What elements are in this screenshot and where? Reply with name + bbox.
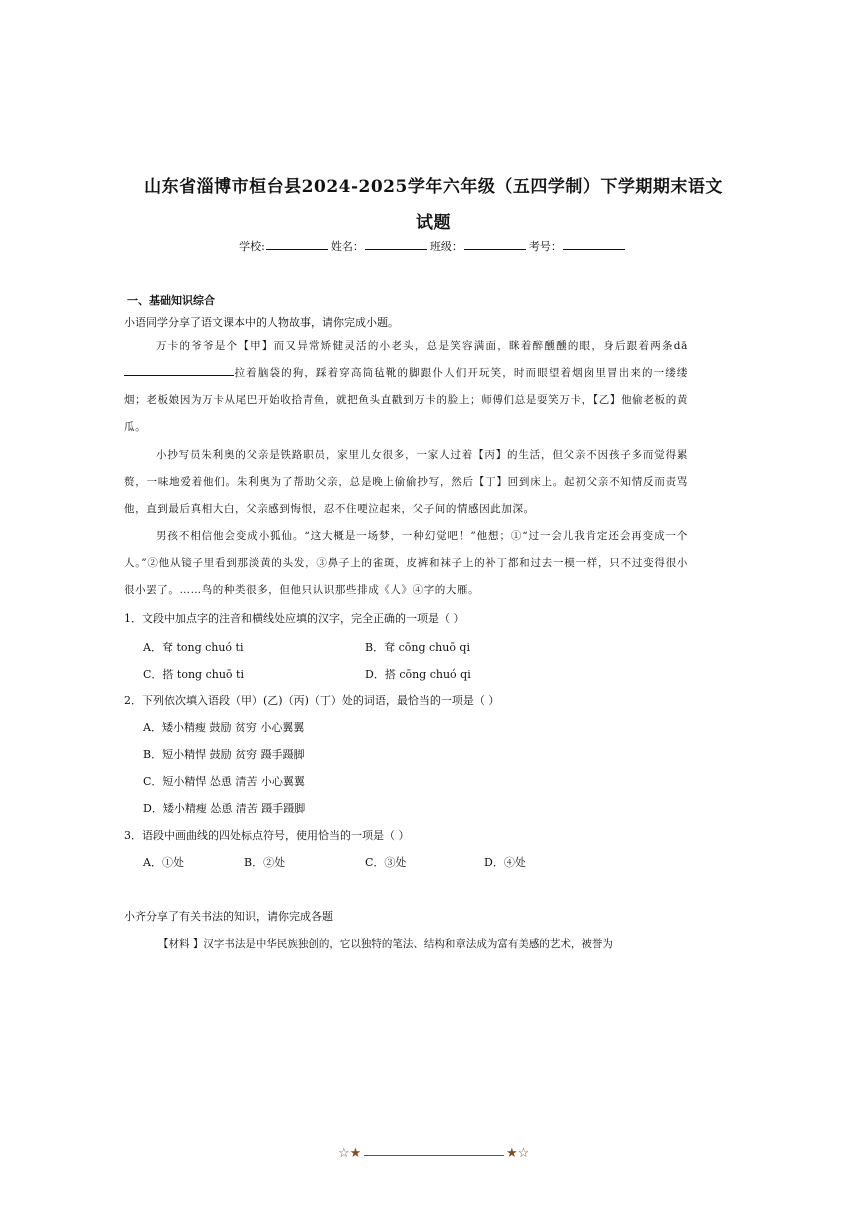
name-blank xyxy=(365,239,427,250)
paragraph-2: 小抄写员朱利奥的父亲是铁路职员，家里儿女很多，一家人过着【丙】的生活，但父亲不因孩子多而觉得累赘，一味地爱着他们。朱利奥为了帮助父亲，总是晚上偷偷抄写，然后【丁】回到床上。起初父亲不知情反而责骂他，直到最后真相大白，父亲感到悔恨，忍不住哽泣起来，父子间的情感因此加深。 xyxy=(124,449,688,515)
q2-option-a: A．矮小精瘦 鼓励 贫穷 小心翼翼 xyxy=(143,721,305,734)
footer-right-stars: ★☆ xyxy=(506,1146,530,1161)
intro-1: 小语同学分享了语文课本中的人物故事，请你完成小题。 xyxy=(124,316,399,329)
student-info-line xyxy=(0,238,867,254)
question-3: 3．语段中画曲线的四处标点符号，使用恰当的一项是（ ） xyxy=(124,829,410,842)
footer-rule xyxy=(364,1155,504,1156)
q1-option-c: C．搭 tong chuō ti xyxy=(143,668,244,681)
q1-option-a: A．耷 tong chuó ti xyxy=(143,641,244,654)
intro-2: 小齐分享了有关书法的知识，请你完成各题 xyxy=(124,910,333,923)
question-1: 1．文段中加点字的注音和横线处应填的汉字，完全正确的一项是（ ） xyxy=(124,612,465,625)
material-line: 【材料 】汉字书法是中华民族独创的，它以独特的笔法、结构和章法成为富有美感的艺术，被誉为 xyxy=(158,938,613,950)
title-line-2: 试题 xyxy=(416,213,451,233)
q2-option-b: B．短小精悍 鼓励 贫穷 蹑手蹑脚 xyxy=(143,748,305,761)
school-label: 学校: xyxy=(239,240,265,253)
section-heading: 一、基础知识综合 xyxy=(127,294,215,307)
name-label: 姓名： xyxy=(330,240,364,253)
title-line-1: 山东省淄博市桓台县2024-2025学年六年级（五四学制）下学期期末语文 xyxy=(144,177,723,197)
q3-option-b: B．②处 xyxy=(244,856,286,869)
page-footer xyxy=(338,1146,530,1166)
q2-option-c: C．短小精悍 怂恿 清苦 小心翼翼 xyxy=(143,775,305,788)
fill-blank xyxy=(124,365,234,376)
q2-option-d: D．矮小精瘦 怂恿 清苦 蹑手蹑脚 xyxy=(143,802,306,815)
question-2: 2．下列依次填入语段（甲）(乙)（丙)（丁）处的词语，最恰当的一项是（ ） xyxy=(124,694,500,707)
class-label: 班级： xyxy=(429,240,463,253)
paragraph-3: 男孩不相信他会变成小狐仙。“这大概是一场梦，一种幻觉吧！”他想；①“过一会儿我肯定还会再变成一个人。”②他从镜子里看到那淡黄的头发，③鼻子上的雀斑，皮裤和袜子上的补丁都和过去一模一样，只不过变得很小很小罢了。……鸟的种类很多，但他只认识那些排成《人》④字的大雁。 xyxy=(124,530,688,596)
paragraph-1-part-a: 万卡的爷爷是个【甲】而又异常矫健灵活的小老头，总是笑容满面，眯着醉醺醺的眼，身后跟着两条dā xyxy=(156,340,688,352)
school-blank xyxy=(266,239,328,250)
q3-option-a: A．①处 xyxy=(143,856,184,869)
paragraph-1-part-b: 拉着脑袋的狗，踩着穿高筒毡靴的脚跟仆人们开玩笑，时而眼望着烟囱里冒出来的一缕缕烟；老板娘因为万卡从尾巴开始收拾青鱼，就把鱼头直戳到万卡的脸上；师傅们总是耍笑万卡，【乙】他偷老板的黄瓜。 xyxy=(124,367,688,433)
footer-left-stars: ☆★ xyxy=(338,1146,362,1161)
class-blank xyxy=(464,239,526,250)
number-blank xyxy=(563,239,625,250)
q3-option-c: C．③处 xyxy=(365,856,407,869)
paragraph-1 xyxy=(124,333,688,441)
number-label: 考号： xyxy=(528,240,562,253)
q1-option-b: B．耷 cōng chuō qi xyxy=(365,641,470,654)
q1-option-d: D．搭 cōng chuó qi xyxy=(365,668,471,681)
q3-option-d: D．④处 xyxy=(484,856,526,869)
